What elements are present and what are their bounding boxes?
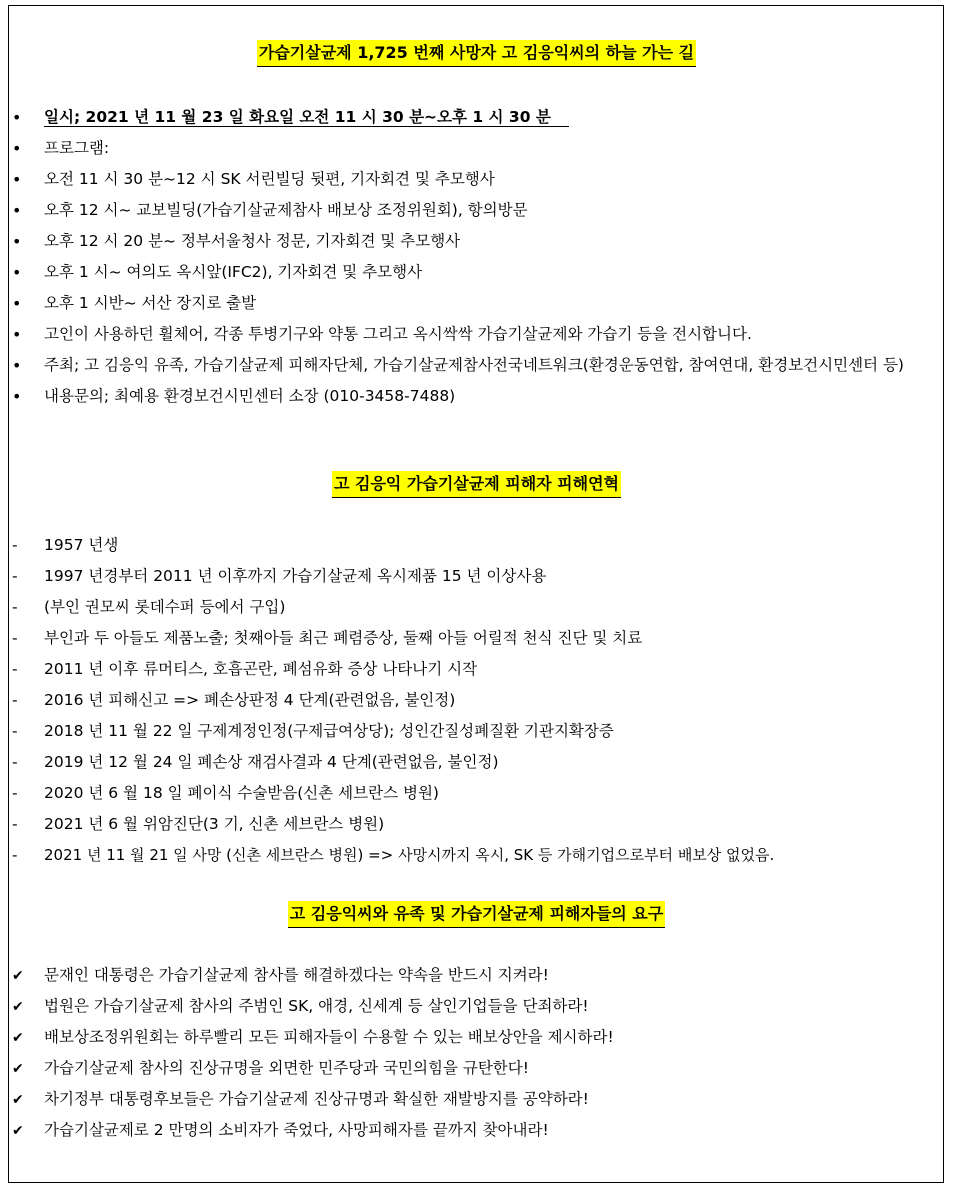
list-item: - 부인과 두 아들도 제품노출; 첫째아들 최근 폐렴증상, 둘째 아들 어릴적 천식 진단 및 치료: [0, 623, 953, 654]
list-item: • 오후 1 시~ 여의도 옥시앞(IFC2), 기자회견 및 추모행사: [0, 257, 953, 288]
list-item: - 1957 년생: [0, 530, 953, 561]
dash-icon: [12, 561, 32, 592]
list-item: • 내용문의; 최예용 환경보건시민센터 소장 (010-3458-7488): [0, 381, 953, 412]
list-item: • 오후 1 시반~ 서산 장지로 출발: [0, 288, 953, 319]
checkmark-icon: [12, 960, 32, 992]
bullet-icon: [12, 319, 32, 351]
bullet-icon: [12, 195, 32, 227]
checkmark-icon: [12, 1053, 32, 1085]
dash-icon: [12, 747, 32, 778]
dash-icon: [12, 654, 32, 685]
dash-icon: [12, 716, 32, 747]
list-item: - 1997 년경부터 2011 년 이후까지 가습기살균제 옥시제품 15 년 이상사용: [0, 561, 953, 592]
dash-icon: [12, 685, 32, 716]
list-item: • 오후 12 시 20 분~ 정부서울청사 정문, 기자회견 및 추모행사: [0, 226, 953, 257]
bullet-icon: [12, 381, 32, 413]
list-item: - 2020 년 6 월 18 일 폐이식 수술받음(신촌 세브란스 병원): [0, 778, 953, 809]
list-item: ✔ 차기정부 대통령후보들은 가습기살균제 진상규명과 확실한 재발방지를 공약하라!: [0, 1084, 953, 1115]
event-info-list: [0, 102, 953, 412]
list-item: - (부인 권모씨 롯데수퍼 등에서 구입): [0, 592, 953, 623]
bullet-icon: [12, 102, 32, 134]
history-list: [0, 530, 953, 871]
checkmark-icon: [12, 1084, 32, 1116]
section1-heading-wrap: [0, 40, 953, 67]
list-item: - 2016 년 피해신고 => 폐손상판정 4 단계(관련없음, 불인정): [0, 685, 953, 716]
list-item: ✔ 가습기살균제 참사의 진상규명을 외면한 민주당과 국민의힘을 규탄한다!: [0, 1053, 953, 1084]
list-item: ✔ 법원은 가습기살균제 참사의 주범인 SK, 애경, 신세계 등 살인기업들을 단죄하라!: [0, 991, 953, 1022]
list-item: • 고인이 사용하던 휠체어, 각종 투병기구와 약통 그리고 옥시싹싹 가습기살균제와 가습기 등을 전시합니다.: [0, 319, 953, 350]
bullet-icon: [12, 226, 32, 258]
section1-title: 가습기살균제 1,725 번째 사망자 고 김응익씨의 하늘 가는 길: [257, 40, 696, 67]
checkmark-icon: [12, 1115, 32, 1147]
section3-title: 고 김응익씨와 유족 및 가습기살균제 피해자들의 요구: [288, 901, 665, 928]
bullet-icon: [12, 257, 32, 289]
list-item: - 2011 년 이후 류머티스, 호흡곤란, 폐섬유화 증상 나타나기 시작: [0, 654, 953, 685]
list-item: - 2018 년 11 월 22 일 구제계정인정(구제급여상당); 성인간질성폐질환 기관지확장증: [0, 716, 953, 747]
checkmark-icon: [12, 991, 32, 1023]
list-item: ✔ 문재인 대통령은 가습기살균제 참사를 해결하겠다는 약속을 반드시 지켜라!: [0, 960, 953, 991]
list-item: - 2019 년 12 월 24 일 폐손상 재검사결과 4 단계(관련없음, 불인정): [0, 747, 953, 778]
bullet-icon: [12, 133, 32, 165]
list-item: • 프로그램:: [0, 133, 953, 164]
dash-icon: [12, 623, 32, 654]
dash-icon: [12, 530, 32, 561]
list-item: • 오전 11 시 30 분~12 시 SK 서린빌딩 뒷편, 기자회견 및 추모행사: [0, 164, 953, 195]
bullet-icon: [12, 350, 32, 382]
list-item: ✔ 가습기살균제로 2 만명의 소비자가 죽었다, 사망피해자를 끝까지 찾아내라!: [0, 1115, 953, 1146]
list-item: • 오후 12 시~ 교보빌딩(가습기살균제참사 배보상 조정위원회), 항의방문: [0, 195, 953, 226]
dash-icon: [12, 840, 32, 871]
checkmark-icon: [12, 1022, 32, 1054]
list-item: ✔ 배보상조정위원회는 하루빨리 모든 피해자들이 수용할 수 있는 배보상안을 제시하라!: [0, 1022, 953, 1053]
bullet-icon: [12, 288, 32, 320]
list-item: - 2021 년 6 월 위암진단(3 기, 신촌 세브란스 병원): [0, 809, 953, 840]
dash-icon: [12, 809, 32, 840]
dash-icon: [12, 778, 32, 809]
list-item: - 2021 년 11 월 21 일 사망 (신촌 세브란스 병원) => 사망시까지 옥시, SK 등 가해기업으로부터 배보상 없었음.: [0, 840, 953, 871]
list-item: • 주최; 고 김응익 유족, 가습기살균제 피해자단체, 가습기살균제참사전국네트워크(환경운동연합, 참여연대, 환경보건시민센터 등): [0, 350, 924, 381]
bullet-icon: [12, 164, 32, 196]
section3-heading-wrap: [0, 901, 953, 928]
demands-list: [0, 960, 953, 1146]
dash-icon: [12, 592, 32, 623]
section2-title: 고 김응익 가습기살균제 피해자 피해연혁: [332, 471, 621, 498]
list-item: • 일시; 2021 년 11 월 23 일 화요일 오전 11 시 30 분~오후 1 시 30 분: [0, 102, 953, 133]
section2-heading-wrap: [0, 471, 953, 498]
